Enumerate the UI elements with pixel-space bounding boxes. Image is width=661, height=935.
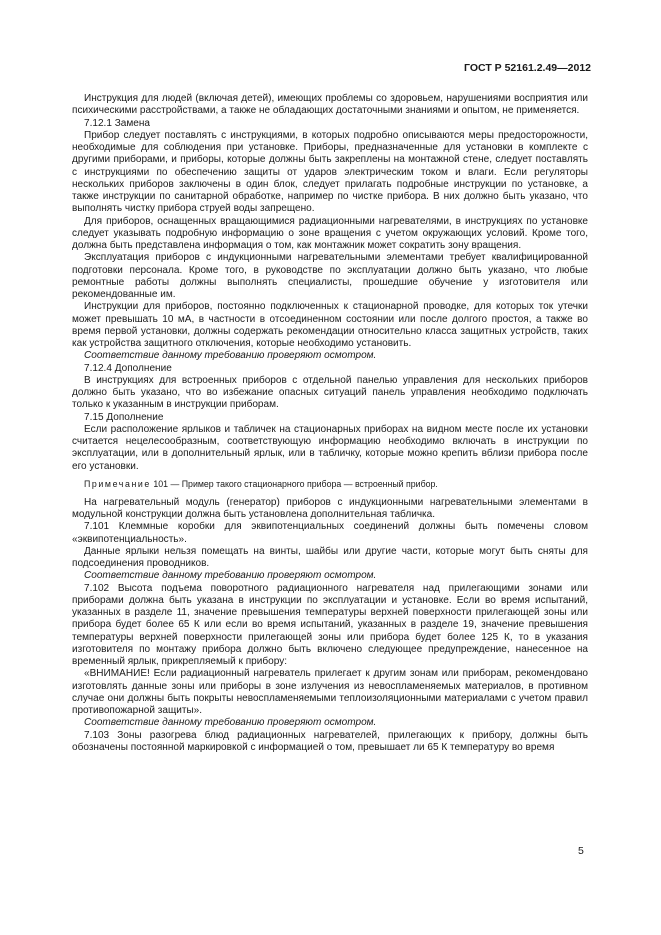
paragraph: 7.103 Зоны разогрева блюд радиационных нагревателей, прилегающих к прибору, должны быть обозначены постоянной маркировкой с информацией о том, превышает ли 65 К температуру во время — [72, 729, 588, 753]
section-heading: 7.12.1 Замена — [84, 117, 151, 129]
paragraph: Если расположение ярлыков и табличек на стационарных приборах на видном месте после их установки считается нецелесообразным, соответствующую информацию необходимо включать в инструкции по эксплуатации, или в дополнительный ярлык, или в табличку, которые можно крепить вблизи прибора после его установки. — [72, 423, 588, 472]
compliance-check: Соответствие данному требованию проверяют осмотром. — [84, 570, 377, 582]
paragraph: В инструкциях для встроенных приборов с отдельной панелью управления для нескольких приборов должно быть указано, что во избежание опасных ситуаций панель управления необходимо подключать только к указанным в инструкции приборам. — [72, 374, 588, 411]
paragraph: Эксплуатация приборов с индукционными нагревательными элементами требует квалифицированной подготовки персонала. Кроме того, в руководстве по эксплуатации должно быть указано, что любые ремонтные работы должны выполнять специалисты, прошедшие обучение у изготовителя или рекомендованные им. — [72, 252, 588, 300]
paragraph: Инструкции для приборов, постоянно подключенных к стационарной проводке, для которых ток утечки может превышать 10 мА, в частности в отсоединенном состоянии или после долгого простоя, а также во время первой установки, должны содержать рекомендации относительно класса защитных устройств, таких как устройства защитного отключения, которые необходимо установить. — [72, 301, 588, 349]
paragraph: Прибор следует поставлять с инструкциями, в которых подробно описываются меры предосторожности, необходимые для соблюдения при установке. Приборы, предназначенные для установки в комплекте с другими приборами, и приборы, которые должны быть закреплены на монтажной стене, следует поставлять с инструкциями по обеспечению защиты от ударов электрическим током и влаги. Если регуляторы нескольких приборов заключены в один блок, следует прилагать подробные инструкции по установке, а также инструкции по санитарной обработке, например по чистке прибора. В них должно быть указано, что выполнять чистку прибора струей воды запрещено. — [72, 129, 588, 215]
paragraph: 7.101 Клеммные коробки для эквипотенциальных соединений должны быть помечены словом «эквипотенциальность». — [72, 521, 588, 545]
note — [72, 479, 588, 490]
paragraph: 7.102 Высота подъема поворотного радиационного нагревателя над прилегающими зонами или приборами должна быть указана в инструкции по эксплуатации и установке. Если во время испытаний, указанных в разделе 11, значение превышения температуры верхней поверхности прилегающей зоны или прибора будет более 65 К или если во время испытаний, указанных в разделе 19, значение превышения температуры верхней поверхности прилегающей зоны или прибора будет более 125 К, то в указания изготовителя по монтажу прибора должно быть включено следующее предупреждение, нанесенное на временный ярлык, прикрепляемый к прибору: — [72, 582, 588, 667]
paragraph: Инструкция для людей (включая детей), имеющих проблемы со здоровьем, нарушениями восприятия или психическими расстройствами, а также не обладающих достаточными знаниями и опытом, не применяется. — [72, 93, 588, 117]
note-text: 101 — Пример такого стационарного прибора — встроенный прибор. — [153, 478, 438, 489]
section-heading: 7.15 Дополнение — [84, 411, 164, 423]
compliance-check: Соответствие данному требованию проверяют осмотром. — [84, 350, 377, 362]
document-body — [72, 93, 588, 754]
paragraph: Данные ярлыки нельзя помещать на винты, шайбы или другие части, которые могут быть сняты для подсоединения проводников. — [72, 545, 588, 569]
document-header: ГОСТ Р 52161.2.49—2012 — [464, 62, 591, 74]
compliance-check: Соответствие данному требованию проверяют осмотром. — [84, 717, 377, 729]
paragraph: Для приборов, оснащенных вращающимися радиационными нагревателями, в инструкциях по установке следует указывать подробную информацию о зоне вращения с учетом окружающих условий. Кроме того, должна быть представлена информация о том, как монтажник может сократить зону вращения. — [72, 215, 588, 251]
warning-quote: «ВНИМАНИЕ! Если радиационный нагреватель прилегает к другим зонам или приборам, рекомендовано изготовлять данные зоны или приборы в зоне излучения из невоспламеняемых материалов, в противном случае они должны быть покрыты невоспламеняемыми теплоизоляционными материалами с учетом правил противопожарной защиты». — [72, 668, 588, 716]
note-label: Примечание — [84, 478, 151, 489]
section-heading: 7.12.4 Дополнение — [84, 362, 172, 374]
paragraph: На нагревательный модуль (генератор) приборов с индукционными нагревательными элементами в модульной конструкции должна быть установлена дополнительная табличка. — [72, 496, 588, 520]
page-number: 5 — [578, 845, 584, 857]
